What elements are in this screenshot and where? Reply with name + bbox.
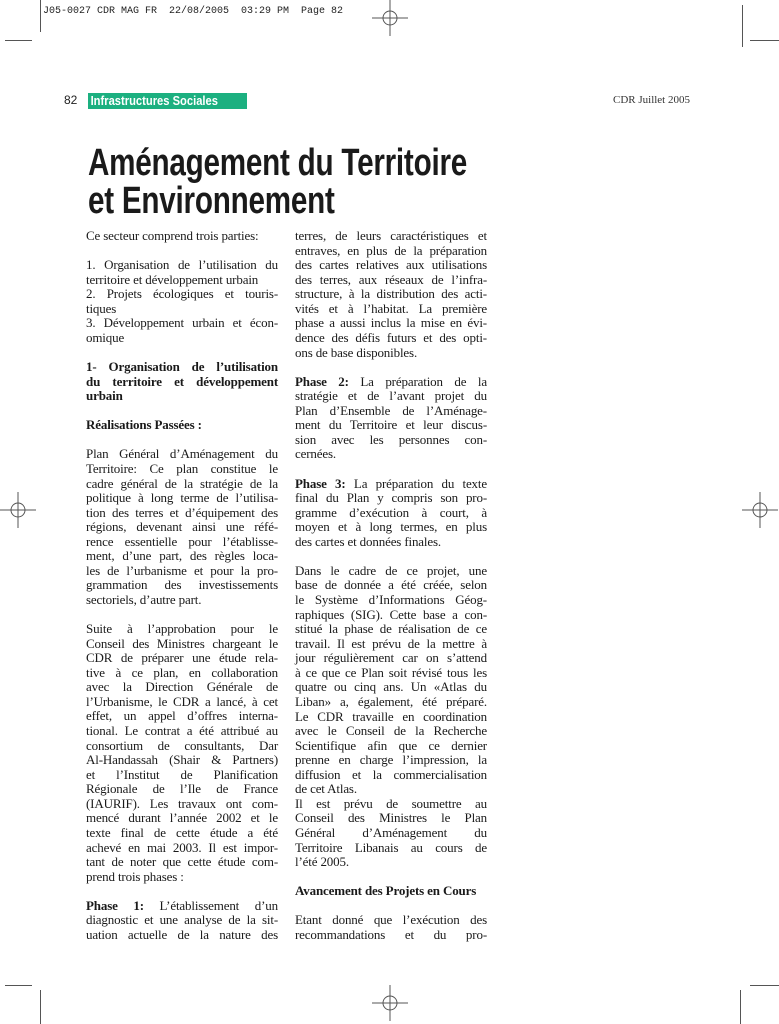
page-title bbox=[88, 142, 467, 222]
text-line: tion des terres et d’équipement des bbox=[86, 504, 278, 520]
text-line: omique bbox=[86, 329, 125, 345]
text-line: l’Urbanisme, le CDR a lancé, à cet bbox=[86, 693, 278, 709]
paragraph bbox=[86, 229, 278, 244]
text-span: La préparation de la bbox=[360, 373, 487, 389]
registration-mark-icon bbox=[742, 492, 778, 528]
paragraph bbox=[295, 913, 487, 942]
text-column-left bbox=[86, 229, 278, 957]
text-line: Le CDR travaille en coordination bbox=[295, 708, 487, 724]
title-line: et Environnement bbox=[88, 180, 335, 222]
text-line: diffusion et la commercialisation bbox=[295, 766, 487, 782]
crop-mark bbox=[740, 990, 741, 1024]
text-line: Territoire Libanais au cours de bbox=[295, 839, 487, 855]
registration-mark-icon bbox=[0, 492, 36, 528]
text-line: Plan Général d’Aménagement du bbox=[86, 446, 278, 462]
print-slug: J05-0027 CDR MAG FR 22/08/2005 03:29 PM Page 82 bbox=[43, 6, 344, 17]
text-line: dence des défis futurs et des opti- bbox=[295, 329, 487, 345]
text-line: achevé en mai 2003. Il est impor- bbox=[86, 839, 278, 855]
text-line: de cet Atlas. bbox=[295, 781, 357, 797]
text-column-right bbox=[295, 229, 487, 957]
text-line: Etant donné que l’exécution des bbox=[295, 912, 487, 928]
paragraph bbox=[86, 316, 278, 345]
text-line bbox=[86, 899, 278, 914]
paragraph bbox=[295, 564, 487, 797]
text-line: CDR de préparer une étude rela- bbox=[86, 650, 278, 666]
text-line: Avancement des Projets en Cours bbox=[295, 883, 477, 899]
text-line: phase a aussi inclus la mise en évi- bbox=[295, 315, 487, 331]
text-line: effet, un appel d’offres interna- bbox=[86, 708, 278, 724]
text-line: tive à ce plan, en collaboration bbox=[86, 664, 278, 680]
text-line: du territoire et développement bbox=[86, 373, 278, 389]
text-line: grammation des investissements bbox=[86, 577, 278, 593]
text-line: les de l’urbanisme et pour la pro- bbox=[86, 562, 278, 578]
text-line: final du Plan y compris son pro- bbox=[295, 490, 487, 506]
section-heading bbox=[295, 884, 487, 899]
text-span: L’établissement d’un bbox=[159, 897, 278, 913]
text-line: cadre général de la stratégie de la bbox=[86, 475, 278, 491]
text-line: vités et à l’habitat. La première bbox=[295, 300, 487, 316]
text-line: texte final de cette étude a été bbox=[86, 824, 278, 840]
phase-label: Phase 2: bbox=[295, 373, 349, 389]
text-line: Régionale de l’Ile de France bbox=[86, 781, 278, 797]
paragraph bbox=[295, 229, 487, 360]
text-line: Scientifique afin que ce dernier bbox=[295, 737, 487, 753]
paragraph bbox=[295, 797, 487, 870]
text-line bbox=[295, 375, 487, 390]
text-line: cernées. bbox=[295, 446, 337, 462]
text-line: tional. Le contrat a été attribué au bbox=[86, 723, 278, 739]
crop-mark bbox=[5, 985, 32, 986]
text-line: urbain bbox=[86, 388, 123, 404]
text-line: Suite à l’approbation pour le bbox=[86, 621, 278, 637]
text-line: et l’Institut de Planification bbox=[86, 766, 278, 782]
crop-mark bbox=[750, 40, 779, 41]
text-line: mencé durant l’année 2002 et le bbox=[86, 810, 278, 826]
text-line: recommandations et du pro- bbox=[295, 926, 487, 942]
text-line: stratégie et de l’avant projet du bbox=[295, 388, 487, 404]
text-line: Dans le cadre de ce projet, une bbox=[295, 562, 487, 578]
crop-mark bbox=[40, 0, 41, 32]
section-heading bbox=[86, 360, 278, 404]
page-number: 82 bbox=[64, 93, 78, 107]
text-line: 1. Organisation de l’utilisation du bbox=[86, 257, 278, 273]
text-line: à ce que ce Plan soit révisé tous les bbox=[295, 664, 487, 680]
text-line: 3. Développement urbain et écon- bbox=[86, 315, 278, 331]
text-line: terres, de leurs caractéristiques et bbox=[295, 228, 487, 243]
text-line: Territoire: Ce plan constitue le bbox=[86, 460, 278, 476]
text-line bbox=[295, 477, 487, 492]
text-line: stitué la phase de réalisation de ce bbox=[295, 621, 487, 637]
text-line: quatre ou cinq ans. Un «Atlas du bbox=[295, 679, 487, 695]
section-badge bbox=[88, 93, 247, 109]
text-line: Ce secteur comprend trois parties: bbox=[86, 228, 259, 243]
text-line: moyen et à long termes, en plus bbox=[295, 519, 487, 535]
text-line: des cartes et données finales. bbox=[295, 533, 442, 549]
text-line: Il est prévu de soumettre au bbox=[295, 795, 487, 811]
text-line: 2. Projets écologiques et touris- bbox=[86, 286, 278, 302]
crop-mark bbox=[5, 40, 32, 41]
text-line: territoire et développement urbain bbox=[86, 271, 259, 287]
text-line: Général d’Aménagement du bbox=[295, 825, 487, 841]
text-line: Conseil des Ministres chargeant le bbox=[86, 635, 278, 651]
text-line: uation actuelle de la nature des bbox=[86, 926, 278, 942]
paragraph bbox=[295, 477, 487, 550]
text-line: Al-Handassah (Shair & Partners) bbox=[86, 752, 278, 768]
text-line: (IAURIF). Les travaux ont com- bbox=[86, 795, 278, 811]
text-line: Plan d’Ensemble de l’Aménage- bbox=[295, 402, 487, 418]
paragraph bbox=[86, 258, 278, 287]
text-line: consortium de consultants, Dar bbox=[86, 737, 278, 753]
text-line: jour régulièrement car on s’attend bbox=[295, 650, 487, 666]
crop-mark bbox=[750, 985, 779, 986]
paragraph bbox=[86, 622, 278, 884]
text-line: prend trois phases : bbox=[86, 868, 184, 884]
text-line: travail. Il est prévu de la mettre à bbox=[295, 635, 487, 651]
text-line: Réalisations Passées : bbox=[86, 417, 202, 433]
text-line: le Système d’Informations Géog- bbox=[295, 592, 487, 608]
section-label: Infrastructures Sociales bbox=[90, 93, 218, 108]
registration-mark-icon bbox=[372, 985, 408, 1021]
text-span: La préparation du texte bbox=[353, 475, 487, 491]
text-line: des terres, aux réseaux de l’infra- bbox=[295, 271, 487, 287]
issue-label: CDR Juillet 2005 bbox=[612, 94, 690, 106]
text-line: sion avec les personnes con- bbox=[295, 431, 487, 447]
phase-label: Phase 3: bbox=[295, 475, 346, 491]
text-line: des cartes relatives aux utilisations bbox=[295, 257, 487, 273]
text-line: gramme d’exécution à court, à bbox=[295, 504, 487, 520]
paragraph bbox=[86, 287, 278, 316]
text-line: avec la Direction Générale de bbox=[86, 679, 278, 695]
registration-mark-icon bbox=[372, 0, 408, 36]
text-line: Conseil des Ministres le Plan bbox=[295, 810, 487, 826]
text-line: tant de noter que cette étude com- bbox=[86, 854, 278, 870]
text-line: Liban» a, également, été préparé. bbox=[295, 693, 487, 709]
text-line: ment, d’une part, des règles loca- bbox=[86, 548, 278, 564]
text-line: base de donnée a été créée, selon bbox=[295, 577, 487, 593]
text-line: avec le Conseil de la Recherche bbox=[295, 723, 487, 739]
paragraph bbox=[295, 375, 487, 462]
text-line: rence essentielle pour l’établisse- bbox=[86, 533, 278, 549]
crop-mark bbox=[40, 990, 41, 1024]
text-line: politique à long terme de l’utilisa- bbox=[86, 490, 278, 506]
paragraph bbox=[86, 447, 278, 607]
paragraph bbox=[86, 899, 278, 943]
text-line: l’été 2005. bbox=[295, 854, 349, 870]
crop-mark bbox=[742, 5, 743, 47]
text-line: ons de base disponibles. bbox=[295, 344, 418, 360]
title-line: Aménagement du Territoire bbox=[88, 142, 467, 184]
text-line: entraves, en plus de la préparation bbox=[295, 242, 487, 258]
text-line: ment du Territoire et leur discus- bbox=[295, 417, 487, 433]
text-line: prenne en charge l’impression, la bbox=[295, 752, 487, 768]
text-line: structure, à la distribution des acti- bbox=[295, 286, 487, 302]
text-line: sectoriels, d’autre part. bbox=[86, 592, 202, 607]
text-line: raphiques (SIG). Cette base a con- bbox=[295, 606, 487, 622]
section-heading bbox=[86, 418, 278, 433]
text-line: diagnostic et une analyse de la sit- bbox=[86, 912, 278, 928]
text-line: tiques bbox=[86, 300, 117, 316]
phase-label: Phase 1: bbox=[86, 897, 144, 913]
text-line: 1- Organisation de l’utilisation bbox=[86, 359, 278, 375]
text-line: régions, devenant ainsi une réfé- bbox=[86, 519, 278, 535]
